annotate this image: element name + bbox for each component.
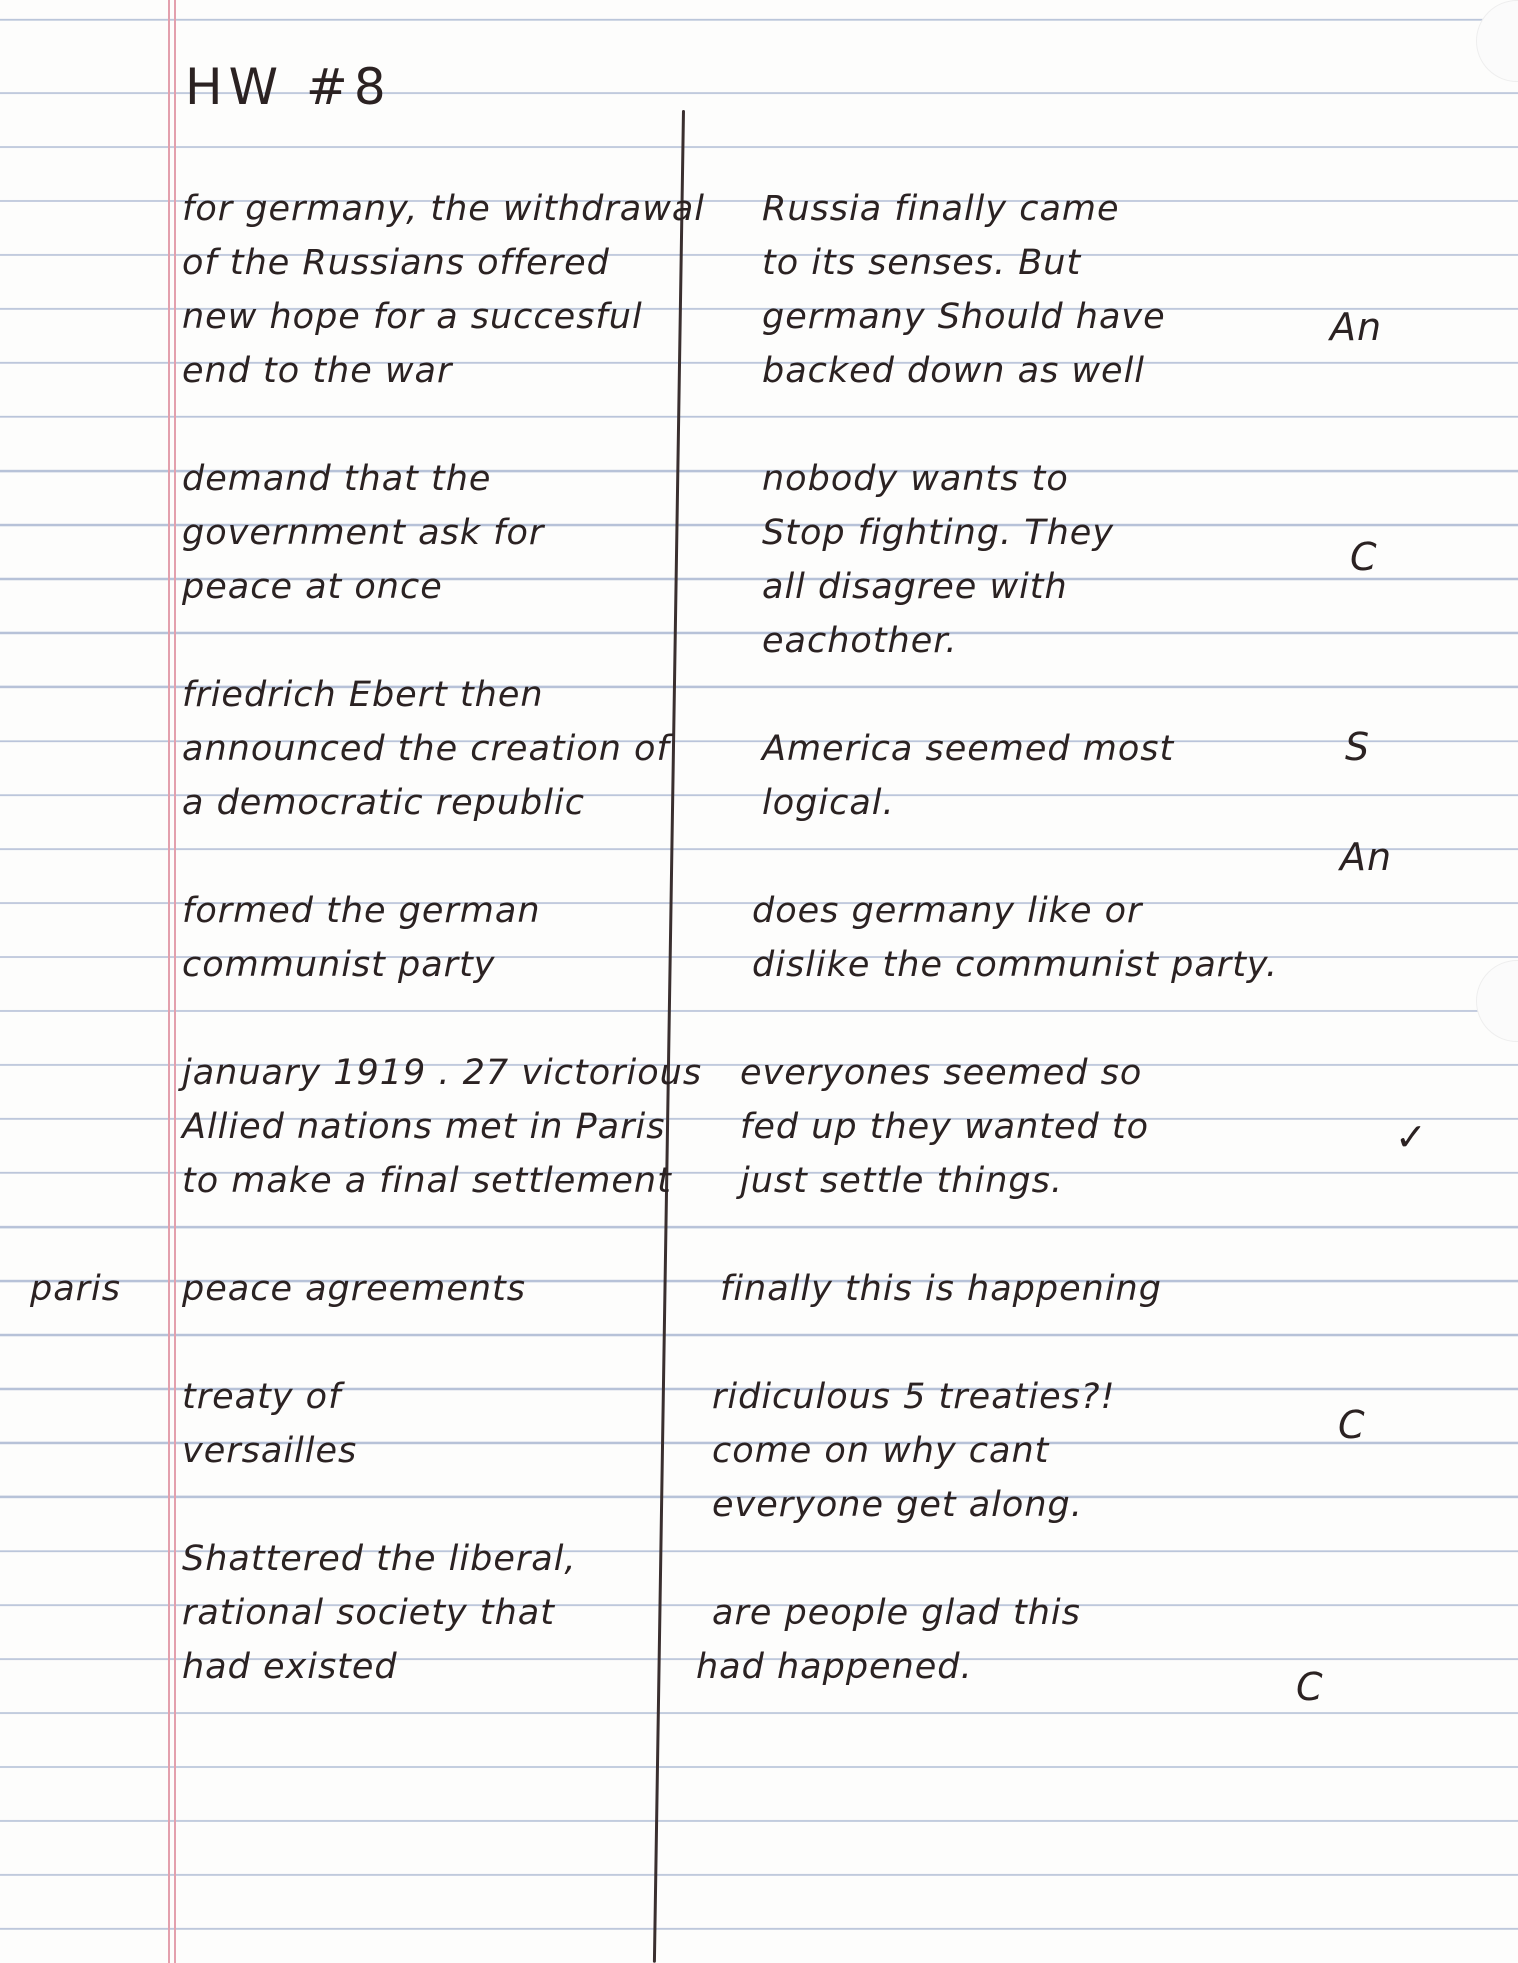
right-note-line: just settle things. [740,1161,1063,1201]
bleed-through [1120,70,1280,110]
left-note-line: january 1919 . 27 victorious [182,1053,703,1093]
right-note-line: backed down as well [762,351,1146,391]
right-note-line: had happened. [696,1647,973,1687]
binder-hole [1476,960,1518,1042]
right-note-line: are people glad this [712,1593,1081,1633]
grade-mark: C [1338,1403,1366,1447]
margin-line [168,0,170,1963]
left-note-line: communist party [182,945,496,985]
right-note-line: nobody wants to [762,459,1069,499]
left-note-line: announced the creation of [182,729,670,769]
right-note-line: come on why cant [712,1431,1050,1471]
left-note-line: a democratic republic [182,783,585,823]
left-note-line: of the Russians offered [182,243,610,283]
right-note-line: finally this is happening [720,1269,1162,1309]
left-note-line: rational society that [182,1593,555,1633]
left-note-line: for germany, the withdrawal [182,189,706,229]
binder-hole [1476,0,1518,82]
page-title: HW #8 [185,58,392,116]
left-note-line: versailles [182,1431,358,1471]
grade-mark: ✓ [1395,1115,1428,1159]
right-note-line: America seemed most [762,729,1175,769]
left-note-line: friedrich Ebert then [182,675,544,715]
right-note-line: germany Should have [762,297,1166,337]
right-note-line: Stop fighting. They [762,513,1115,553]
grade-mark: S [1345,725,1371,769]
left-note-line: peace at once [182,567,443,607]
right-note-line: everyones seemed so [740,1053,1143,1093]
left-note-line: treaty of [182,1377,342,1417]
right-note-line: does germany like or [752,891,1143,931]
left-note-line: formed the german [182,891,541,931]
margin-note: paris [30,1269,122,1309]
left-note-line: demand that the [182,459,492,499]
left-note-line: end to the war [182,351,453,391]
left-note-line: government ask for [182,513,545,553]
right-note-line: eachother. [762,621,958,661]
left-note-line: to make a final settlement [182,1161,672,1201]
grade-mark: An [1340,835,1393,879]
left-note-line: peace agreements [182,1269,526,1309]
left-note-line: new hope for a succesful [182,297,643,337]
grade-mark: C [1350,535,1378,579]
right-note-line: dislike the communist party. [752,945,1279,985]
right-note-line: all disagree with [762,567,1068,607]
left-note-line: Shattered the liberal, [182,1539,577,1579]
right-note-line: fed up they wanted to [740,1107,1149,1147]
grade-mark: An [1330,305,1383,349]
column-divider [653,110,685,1963]
left-note-line: Allied nations met in Paris [182,1107,666,1147]
right-note-line: ridiculous 5 treaties?! [712,1377,1116,1417]
right-note-line: logical. [762,783,895,823]
right-note-line: everyone get along. [712,1485,1083,1525]
margin-line [174,0,176,1963]
grade-mark: C [1296,1665,1324,1709]
left-note-line: had existed [182,1647,398,1687]
right-note-line: Russia finally came [762,189,1120,229]
right-note-line: to its senses. But [762,243,1082,283]
